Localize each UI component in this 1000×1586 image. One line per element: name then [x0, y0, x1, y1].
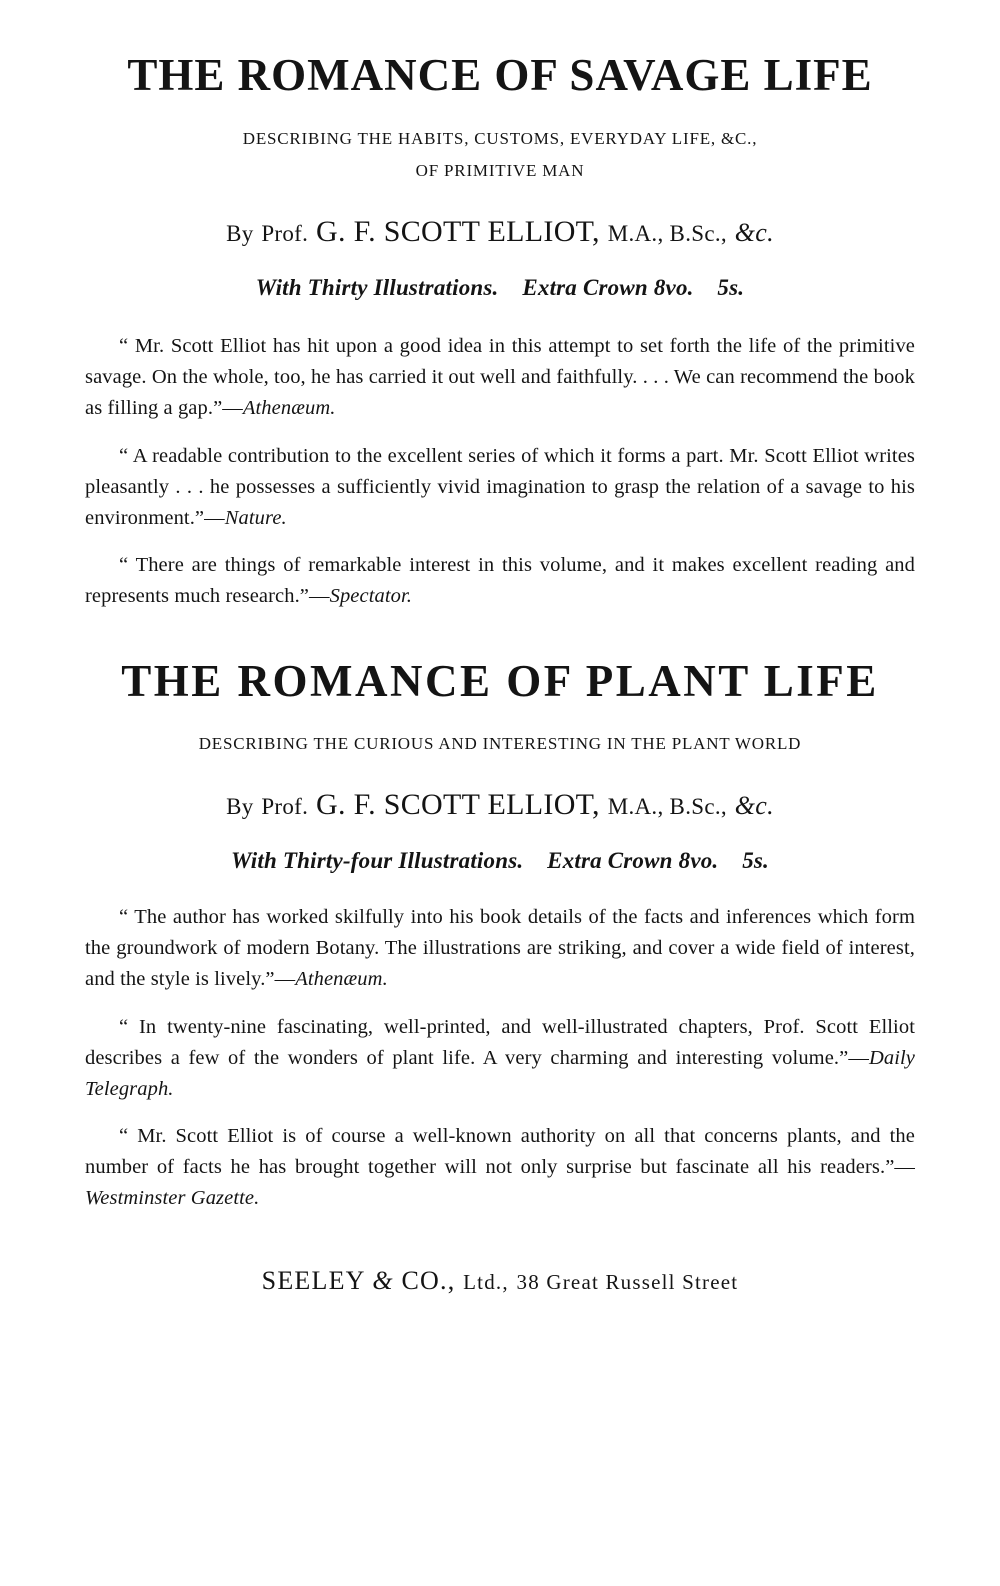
review-text: “ There are things of remarkable interest in this volume, and it makes excellent reading and represents much research.”—	[85, 554, 915, 608]
book-price: 5s.	[717, 275, 745, 301]
book-entry-savage-life	[85, 52, 915, 612]
review-quote	[85, 1121, 915, 1214]
review-quote	[85, 550, 915, 612]
byline-degrees: M.A., B.Sc.,	[607, 794, 727, 820]
byline-prefix: By	[226, 794, 254, 820]
review-text: “ Mr. Scott Elliot has hit upon a good idea in this attempt to set forth the life of the primitive savage. On the whole, too, he has carried it out well and faithfully. . . . We can recommend the book as filling a gap.”—	[85, 335, 915, 420]
book-format: Extra Crown 8vo.	[547, 848, 719, 874]
review-source: Westminster Gazette.	[85, 1187, 260, 1210]
publisher-co: CO.,	[401, 1266, 456, 1296]
byline-title: Prof.	[261, 794, 309, 820]
book-price: 5s.	[742, 848, 769, 874]
review-text: “ Mr. Scott Elliot is of course a well-known authority on all that concerns plants, and the number of facts he has brought together will not only surprise but fascinate all his readers.”—	[85, 1125, 915, 1179]
review-source: Athenæum.	[242, 397, 336, 420]
illustration-count: With Thirty Illustrations.	[255, 275, 499, 301]
book-subtitle-plant-life	[85, 728, 915, 759]
book-format: Extra Crown 8vo.	[522, 275, 694, 301]
book-byline-plant-life	[85, 785, 915, 824]
publisher-address: 38 Great Russell Street	[516, 1270, 739, 1295]
byline-author-name: G. F. SCOTT ELLIOT,	[316, 788, 600, 822]
reviews-savage-life	[85, 331, 915, 612]
section-divider-space	[0, 612, 1000, 658]
review-quote	[85, 331, 915, 424]
review-quote	[85, 902, 915, 995]
review-text: “ In twenty-nine fascinating, well-printed, and well-illustrated chapters, Prof. Scott Elliot describes a few of the wonders of plant life. A very charming and interesting volume.”—	[85, 1015, 915, 1069]
review-quote	[85, 441, 915, 534]
ampersand-glyph: &	[372, 1266, 394, 1296]
subtitle-line-2: OF PRIMITIVE MAN	[415, 160, 585, 180]
publisher-ltd: Ltd.,	[463, 1270, 509, 1295]
publisher-name: SEELEY	[261, 1266, 365, 1296]
review-source: Spectator.	[329, 585, 413, 608]
subtitle-line-1: DESCRIBING THE HABITS, CUSTOMS, EVERYDAY LIFE, &C.,	[242, 129, 758, 149]
byline-etc: &c.	[734, 218, 774, 248]
review-source: Daily Telegraph.	[85, 1046, 915, 1100]
book-title-plant-life: THE ROMANCE OF PLANT LIFE	[121, 656, 879, 707]
book-byline-savage-life	[85, 212, 915, 251]
review-source: Athenæum.	[295, 968, 388, 991]
review-text: “ A readable contribution to the excellent series of which it forms a part. Mr. Scott Elliot writes pleasantly . . . he possesses a sufficiently vivid imagination to grasp the relation of a savage to his environment.”—	[85, 444, 915, 529]
byline-title: Prof.	[261, 221, 309, 247]
book-entry-plant-life	[85, 658, 915, 1214]
byline-author-name: G. F. SCOTT ELLIOT,	[316, 215, 600, 249]
review-source: Nature.	[224, 506, 287, 529]
publisher-imprint	[85, 1266, 915, 1296]
illustration-count: With Thirty-four Illustrations.	[231, 848, 524, 874]
review-text: “ The author has worked skilfully into his book details of the facts and inferences which form the groundwork of modern Botany. The illustrations are striking, and cover a wide field of interest, and the style is lively.”—	[85, 906, 915, 991]
book-title-savage-life: THE ROMANCE OF SAVAGE LIFE	[127, 50, 873, 100]
byline-prefix: By	[226, 221, 254, 247]
reviews-plant-life	[85, 902, 915, 1214]
book-edition-line-plant-life	[85, 848, 915, 874]
subtitle-line-1: DESCRIBING THE CURIOUS AND INTERESTING IN THE PLANT WORLD	[198, 733, 802, 753]
review-quote	[85, 1012, 915, 1105]
book-subtitle-savage-life	[85, 123, 915, 186]
byline-etc: &c.	[734, 791, 774, 821]
book-edition-line-savage-life	[85, 275, 915, 301]
byline-degrees: M.A., B.Sc.,	[607, 221, 727, 247]
